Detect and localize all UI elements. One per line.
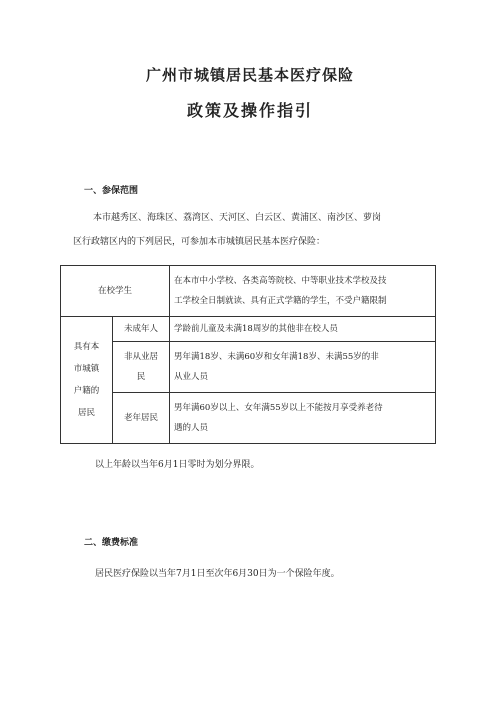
section-heading-scope: 一、参保范围 — [84, 186, 139, 196]
unemployed-description-line-2: 从业人员 — [174, 372, 209, 382]
subcategory-unemployed — [113, 342, 170, 393]
table-row — [61, 266, 436, 317]
scope-intro-line-2: 区行政辖区内的下列居民，可参加本市城镇居民基本医疗保险： — [73, 237, 326, 247]
table-row — [61, 317, 436, 342]
document-subtitle: 政策及操作指引 — [186, 101, 313, 120]
subcategory-elderly: 老年居民 — [113, 393, 170, 444]
unemployed-description-line-1: 男年满18岁、未满60岁和女年满18岁、未满55岁的非 — [174, 352, 379, 362]
table-row — [61, 342, 436, 393]
elderly-description-line-1: 男年满60岁以上、女年满55岁以上不能按月享受养老待 — [174, 403, 383, 413]
insurance-scope-table — [60, 265, 436, 444]
group-label-line-2: 市城镇 — [73, 364, 100, 374]
minors-description: 学龄前儿童及未满18周岁的其他非在校人员 — [170, 317, 436, 342]
students-description-line-2: 工学校全日制就读、具有正式学籍的学生，不受户籍限制 — [174, 296, 387, 306]
document-title: 广州市城镇居民基本医疗保险 — [145, 66, 354, 84]
age-cutoff-note: 以上年龄以当年6月1日零时为划分界限。 — [95, 460, 260, 470]
subcategory-minors: 未成年人 — [113, 317, 170, 342]
students-description-line-1: 在本市中小学校、各类高等院校、中等职业技术学校及技 — [174, 276, 387, 286]
scope-intro-paragraph — [73, 206, 433, 254]
group-label-line-3: 户籍的 — [73, 386, 100, 396]
fees-paragraph: 居民医疗保险以当年7月1日至次年6月30日为一个保险年度。 — [95, 569, 340, 579]
section-heading-fees: 二、缴费标准 — [84, 538, 139, 548]
group-label-line-1: 具有本 — [73, 342, 100, 352]
table-row — [61, 393, 436, 444]
category-students: 在校学生 — [61, 266, 170, 317]
elderly-description-line-2: 遇的人员 — [174, 423, 209, 433]
unemployed-label-line-2: 民 — [136, 372, 146, 382]
students-description — [170, 266, 436, 317]
unemployed-label-line-1: 非从业居 — [123, 352, 158, 362]
group-label-line-4: 居民 — [77, 408, 95, 418]
scope-intro-line-1: 本市越秀区、海珠区、荔湾区、天河区、白云区、黄浦区、南沙区、萝岗 — [93, 213, 382, 223]
category-registered-residents — [61, 317, 113, 444]
elderly-description — [170, 393, 436, 444]
unemployed-description — [170, 342, 436, 393]
